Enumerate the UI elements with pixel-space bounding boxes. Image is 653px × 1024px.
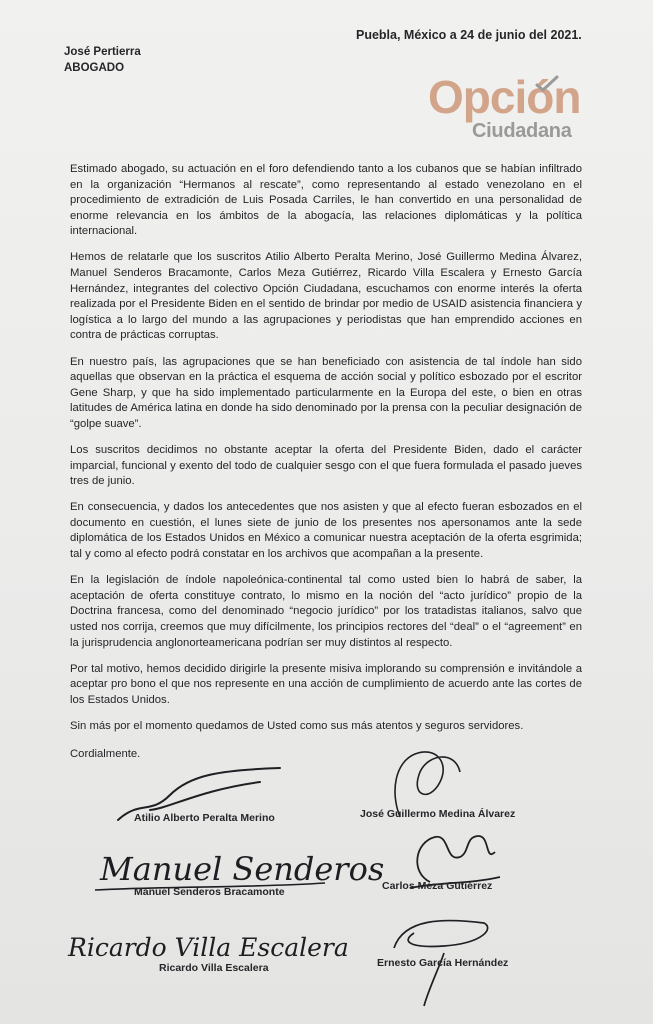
signatory-name: Ricardo Villa Escalera xyxy=(159,962,269,974)
signatory-name: Atilio Alberto Peralta Merino xyxy=(134,812,275,824)
sender-name: José Pertierra xyxy=(64,46,141,58)
signatory-name: José Guillermo Medina Álvarez xyxy=(360,808,516,820)
paragraph: Por tal motivo, hemos decidido dirigirle la presente misiva implorando su comprensión e invitándole a aceptar pro bono el que nos represente en una acción de cumplimiento de acuerdo ante las cortes de los Estados Unidos. xyxy=(70,662,582,706)
paragraph: Hemos de relatarle que los suscritos Atilio Alberto Peralta Merino, José Guillermo Medina Álvarez, Manuel Senderos Bracamonte, Carlos Meza Gutiérrez, Ricardo Villa Escalera y Ernesto García Hernández, integrantes del colectivo Opción Ciudadana, escuchamos con enorme interés la oferta realizada por el Presidente Biden en el sentido de brindar por medio de USAID asistencia financiera y logística a lo largo del mundo a las agrupaciones y periodistas que han emprendido acciones en contra de prácticas corruptas. xyxy=(70,251,582,342)
sender-block xyxy=(64,44,141,76)
paragraph: Sin más por el momento quedamos de Usted como sus más atentos y seguros servidores. xyxy=(70,719,524,732)
paragraph: En la legislación de índole napoleónica-continental tal como usted bien lo habrá de saber, la aceptación de oferta constituye contrato, lo mismo en la noción del “acto jurídico” propio de la Doctrina francesa, como del denominado “negocio jurídico” por los tratadistas italianos, salvo que usted nos corrija, creemos que muy difícilmente, los principios rectores del “deal” o el “agreement” en la jurisprudencia anglonorteamericana podrían ser muy distintos al respecto. xyxy=(70,574,582,649)
paragraph: En nuestro país, las agrupaciones que se han beneficiado con asistencia de tal índole han sido aquellas que observan en la práctica el esquema de acción social y político esbozado por el escritor Gene Sharp, y que ha sido implementado particularmente en la Europa del este, o bien en otras latitudes de América latina en donde ha sido denominado por la prensa con la peculiar designación de “golpe suave”. xyxy=(70,355,582,430)
logo-word: Opción xyxy=(428,71,581,123)
date-line: Puebla, México a 24 de junio del 2021. xyxy=(356,28,582,42)
paragraph: En consecuencia, y dados los antecedentes que nos asisten y que al efecto fueran esbozados en el documento en cuestión, el lunes siete de junio de los presentes nos apersonamos ante la sede diplomática de los Estados Unidos en México a comunicar nuestra aceptación de la oferta esgrimida; tal y como al efecto podrá constatar en los archivos que acompañan a la presente. xyxy=(70,501,582,561)
closing: Cordialmente. xyxy=(70,747,141,760)
signature-handwriting: Ricardo Villa Escalera xyxy=(68,933,349,962)
signatory-name: Manuel Senderos Bracamonte xyxy=(134,886,285,898)
signatory-name: Ernesto García Hernández xyxy=(377,957,509,969)
sender-title: ABOGADO xyxy=(64,62,125,74)
paragraph: Estimado abogado, su actuación en el foro defendiendo tanto a los cubanos que se habían infiltrado en la organización “Hermanos al rescate”, como representando al estado venezolano en el procedimiento de extradición de Luis Posada Carriles, le han convertido en una personalidad de enorme relevancia en los ámbitos de la abogacía, las relaciones diplomáticas y la política internacional. xyxy=(70,163,582,238)
signature-handwriting: Manuel Senderos xyxy=(100,850,385,888)
logo-subtitle: Ciudadana xyxy=(472,120,572,142)
signatory-name: Carlos Meza Gutiérrez xyxy=(382,880,493,892)
paragraph: Los suscritos decidimos no obstante aceptar la oferta del Presidente Biden, dado el carácter imparcial, funcional y exento del todo de cualquier sesgo con el que fuera formulada el pasado jueves tres de junio. xyxy=(70,444,582,488)
opcion-ciudadana-logo xyxy=(428,72,588,152)
logo-check-icon xyxy=(533,74,561,92)
letter-body xyxy=(70,162,582,773)
